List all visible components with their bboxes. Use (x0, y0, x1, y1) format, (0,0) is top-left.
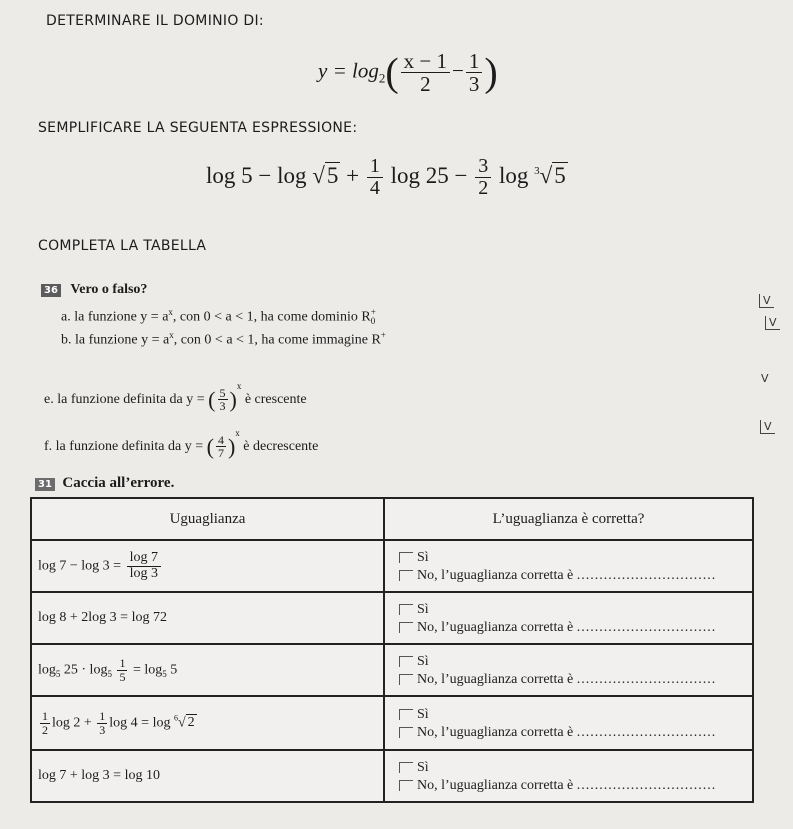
checkbox[interactable] (399, 570, 413, 581)
answer-cell (384, 540, 753, 592)
option-yes[interactable]: Sì (399, 601, 744, 619)
exercise31-title: Caccia all’errore. (62, 475, 175, 491)
checkbox[interactable] (399, 552, 413, 563)
option-no[interactable]: No, l’uguaglianza corretta è ............................... (399, 671, 744, 689)
option-no[interactable]: No, l’uguaglianza corretta è ............................... (399, 724, 744, 742)
exercise31-header (35, 475, 174, 492)
answer-cell (384, 696, 753, 750)
option-no[interactable]: No, l’uguaglianza corretta è ............................... (399, 777, 744, 795)
domain-formula: $y = \log_2$( $\frac{x - 1}{2}$ − $\frac{1}{3}$ ) (318, 49, 498, 97)
exercise36-item-e-answer[interactable]: V (761, 372, 769, 385)
checkbox[interactable] (399, 622, 413, 633)
checkbox[interactable] (399, 762, 413, 773)
answer-cell (384, 592, 753, 644)
table-row (31, 540, 753, 592)
exercise36-item-e: e. la funzione definita da y = ( $\frac{5}{3}$ )$^x$ è crescente (44, 381, 307, 414)
checkbox[interactable] (399, 604, 413, 615)
exercise36-item-b: b. la funzione $y = a^x$, con 0 < a < 1, ha come immagine R+ (61, 330, 386, 348)
exercise36-title: Vero o falso? (70, 282, 148, 297)
col-header-equality: Uguaglianza (31, 498, 384, 540)
exercise31-number: 31 (35, 478, 55, 491)
equality-cell: $\frac{1}{2}$ log 2 + $\frac{1}{3}$ log 4 = log $^6$√ 2 (31, 696, 384, 750)
exercise36-header (41, 282, 147, 298)
table-row (31, 750, 753, 802)
equality-cell: log 8 + 2log 3 = log 72 (31, 592, 384, 644)
exercise36-item-b-answer[interactable]: V (765, 316, 780, 330)
checkbox[interactable] (399, 709, 413, 720)
checkbox[interactable] (399, 780, 413, 791)
option-no[interactable]: No, l’uguaglianza corretta è ............................... (399, 567, 744, 585)
col-header-correct: L’uguaglianza è corretta? (384, 498, 753, 540)
option-yes[interactable]: Sì (399, 653, 744, 671)
exercise36-item-a-answer[interactable]: V (759, 294, 774, 308)
exercise36-item-f: f. la funzione definita da y = ( $\frac{4}{7}$ )$^x$ è decrescente (44, 428, 319, 461)
exercise36-item-f-answer[interactable]: V (760, 420, 775, 434)
option-yes[interactable]: Sì (399, 706, 744, 724)
answer-cell (384, 644, 753, 696)
error-hunt-table (30, 497, 754, 803)
option-yes[interactable]: Sì (399, 549, 744, 567)
formula1-base: 2 (378, 70, 386, 86)
domain-heading: DETERMINARE IL DOMINIO DI: (46, 13, 264, 29)
table-row (31, 592, 753, 644)
table-row (31, 696, 753, 750)
formula1-minus: − (452, 58, 464, 83)
option-no[interactable]: No, l’uguaglianza corretta è ............................... (399, 619, 744, 637)
simplify-formula: log 5 − log √5 + $\frac{1}{4}$ log 25 − $\frac{3}{2}$ log $^3$√5 (206, 155, 566, 199)
equality-cell: log 7 + log 3 = log 10 (31, 750, 384, 802)
table-heading: COMPLETA LA TABELLA (38, 238, 207, 254)
answer-cell (384, 750, 753, 802)
formula1-frac1: $\frac{x - 1}{2}$ (401, 50, 450, 95)
formula1-frac2: $\frac{1}{3}$ (466, 50, 483, 95)
option-yes[interactable]: Sì (399, 759, 744, 777)
equality-cell: $\log_5 25 \cdot \log_5$ $\frac{1}{5}$ = $\log_5 5$ (31, 644, 384, 696)
equality-cell: log 7 − log 3 = $\frac{\log 7}{\log 3}$ (31, 540, 384, 592)
table-row (31, 644, 753, 696)
exercise36-number: 36 (41, 284, 61, 297)
checkbox[interactable] (399, 656, 413, 667)
checkbox[interactable] (399, 727, 413, 738)
checkbox[interactable] (399, 674, 413, 685)
formula1-lhs: y = log (318, 58, 379, 83)
simplify-heading: SEMPLIFICARE LA SEGUENTA ESPRESSIONE: (38, 120, 358, 136)
exercise36-item-a: a. la funzione $y = a^x$, con 0 < a < 1, ha come dominio $R^+_0$ (61, 307, 376, 327)
